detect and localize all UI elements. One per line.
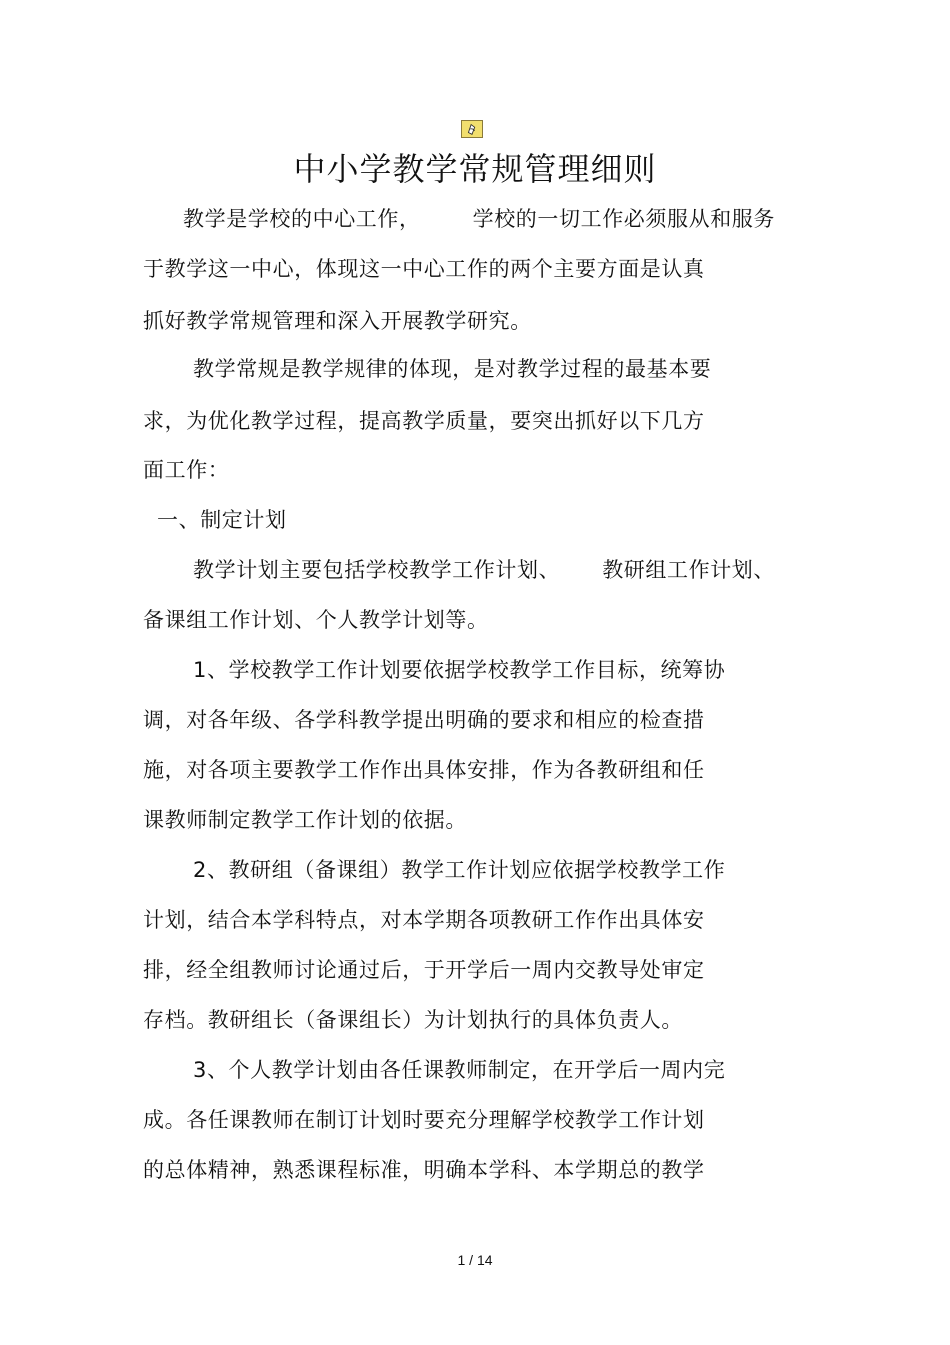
section-heading: 一、制定计划	[157, 508, 287, 532]
paragraph-line	[183, 204, 775, 234]
paragraph-line	[193, 555, 775, 585]
paragraph-line: 的总体精神，熟悉课程标准，明确本学科、本学期总的教学	[143, 1158, 705, 1182]
paragraph-line: 2、教研组（备课组）教学工作计划应依据学校教学工作	[193, 858, 726, 882]
text-segment: 教研组工作计划、	[602, 558, 776, 582]
page-indicator: 1 / 14	[457, 1252, 493, 1268]
document-logo-icon	[461, 120, 483, 138]
paragraph-line: 成。各任课教师在制订计划时要充分理解学校教学工作计划	[143, 1108, 705, 1132]
text-segment: 教学计划主要包括学校教学工作计划、	[193, 558, 561, 582]
paragraph-line: 1、学校教学工作计划要依据学校教学工作目标，统筹协	[193, 658, 726, 682]
paragraph-line: 课教师制定教学工作计划的依据。	[143, 808, 467, 832]
paragraph-line: 面工作：	[143, 458, 230, 482]
paragraph-line: 3、个人教学计划由各任课教师制定，在开学后一周内完	[193, 1058, 726, 1082]
paragraph-line: 施，对各项主要教学工作作出具体安排，作为各教研组和任	[143, 758, 705, 782]
paragraph-line: 教学常规是教学规律的体现，是对教学过程的最基本要	[193, 357, 712, 381]
text-segment: 教学是学校的中心工作，	[183, 207, 421, 231]
paragraph-line: 抓好教学常规管理和深入开展教学研究。	[143, 309, 532, 333]
paragraph-line: 计划，结合本学科特点，对本学期各项教研工作作出具体安	[143, 908, 705, 932]
paragraph-line: 于教学这一中心，体现这一中心工作的两个主要方面是认真	[143, 257, 705, 281]
paragraph-line: 排，经全组教师讨论通过后，于开学后一周内交教导处审定	[143, 958, 705, 982]
paragraph-line: 备课组工作计划、个人教学计划等。	[143, 608, 489, 632]
paragraph-line: 调，对各年级、各学科教学提出明确的要求和相应的检查措	[143, 708, 705, 732]
paragraph-line: 求，为优化教学过程，提高教学质量，要突出抓好以下几方	[143, 409, 705, 433]
paragraph-line: 存档。教研组长（备课组长）为计划执行的具体负责人。	[143, 1008, 683, 1032]
text-segment: 学校的一切工作必须服从和服务	[472, 207, 776, 231]
document-title: 中小学教学常规管理细则	[293, 150, 657, 188]
